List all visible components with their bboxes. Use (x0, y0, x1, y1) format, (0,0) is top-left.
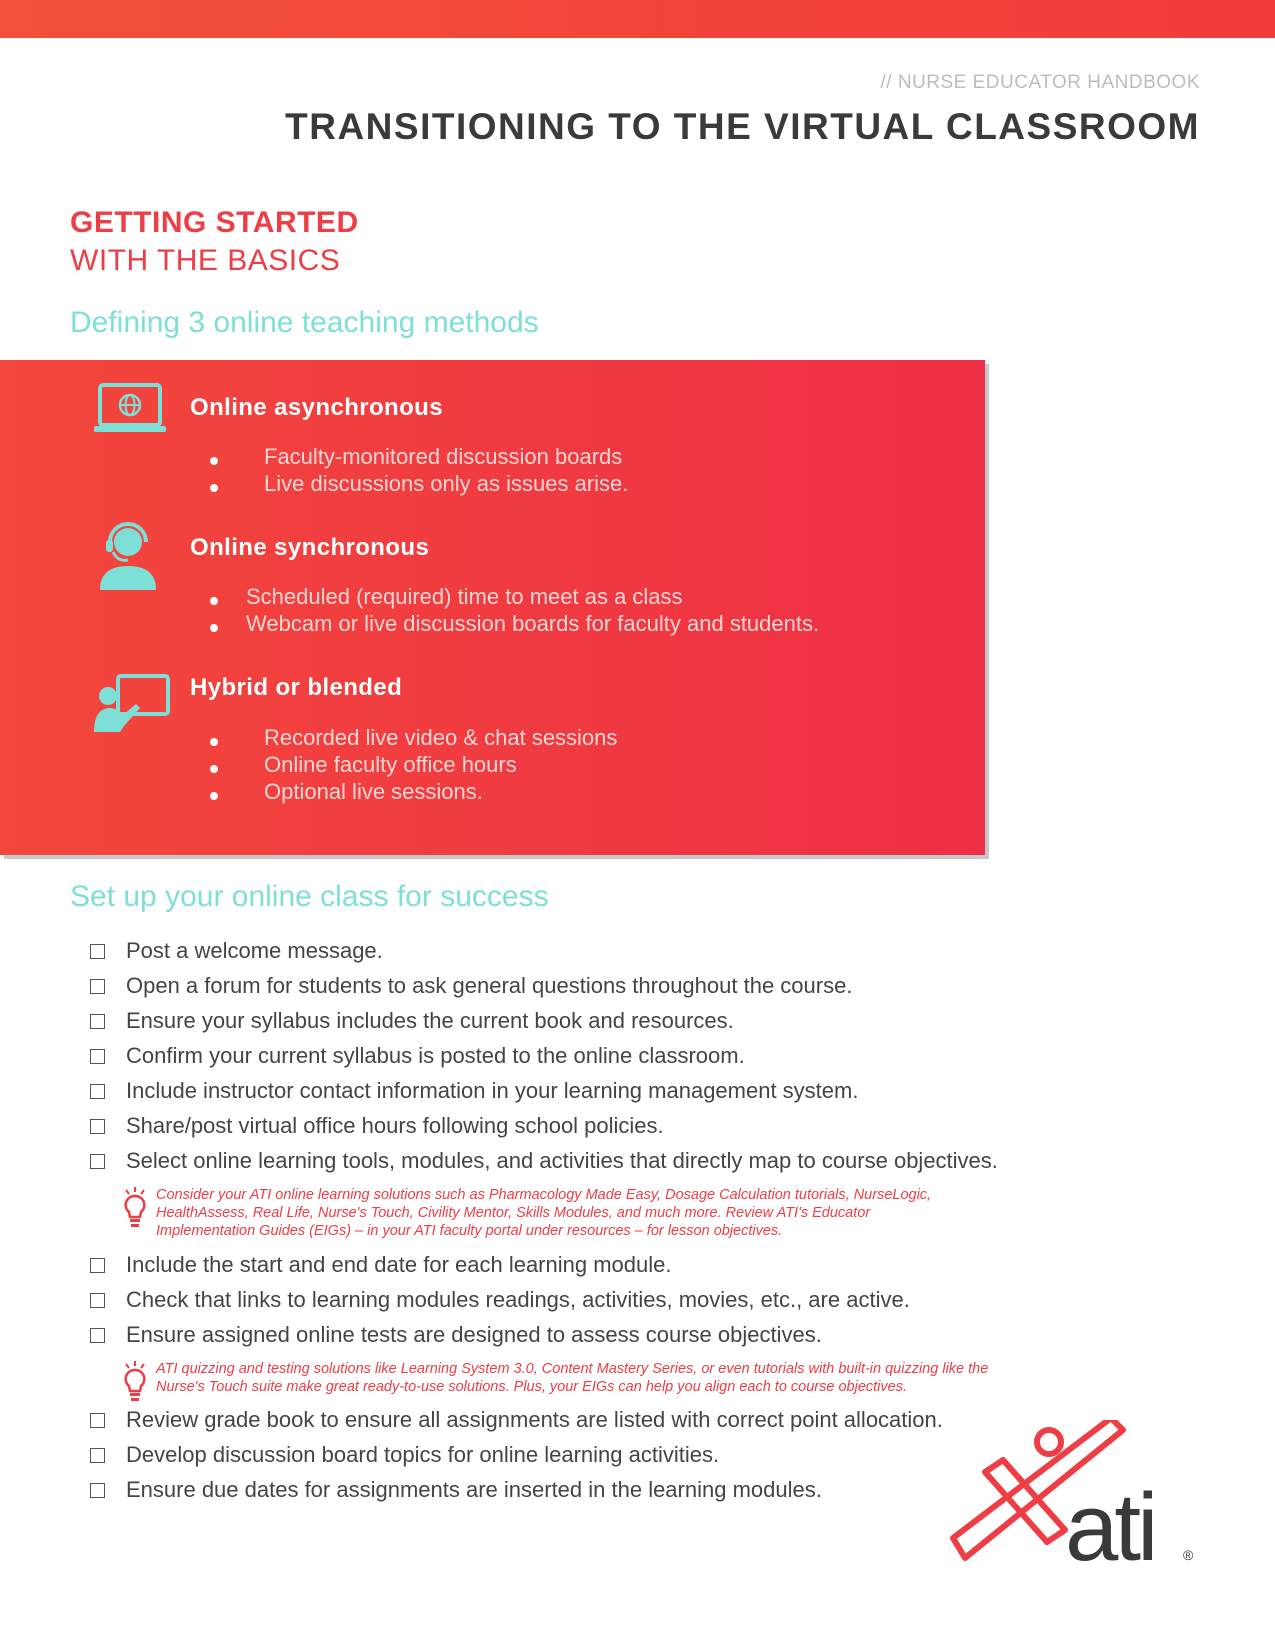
checkbox[interactable] (90, 1448, 105, 1463)
page-title: TRANSITIONING TO THE VIRTUAL CLASSROOM (285, 106, 1200, 147)
checkbox[interactable] (90, 1049, 105, 1064)
method-bullet: Recorded live video & chat sessions (264, 725, 618, 750)
method-bullet: Scheduled (required) time to meet as a class (246, 584, 683, 609)
checklist-item-label: Select online learning tools, modules, and activities that directly map to course objectives. (126, 1148, 998, 1173)
teaching-methods-panel (0, 360, 985, 855)
ati-logo-text: ati (1065, 1474, 1155, 1570)
tip-line: Implementation Guides (EIGs) – in your ATI faculty portal under resources – for lesson objectives. (156, 1223, 783, 1239)
bullet-dot (210, 457, 218, 465)
lightbulb-icon (122, 1360, 148, 1409)
bullet-dot (210, 597, 218, 605)
checklist-item-label: Open a forum for students to ask general questions throughout the course. (126, 973, 853, 998)
checklist-item-label: Post a welcome message. (126, 938, 383, 963)
checkbox[interactable] (90, 944, 105, 959)
tip-line: HealthAssess, Real Life, Nurse's Touch, Civility Mentor, Skills Modules, and much more. Review ATI's Educator (156, 1205, 871, 1221)
section-heading-light: WITH THE BASICS (70, 244, 341, 277)
checklist-item-label: Include the start and end date for each learning module. (126, 1252, 672, 1277)
checkbox[interactable] (90, 1328, 105, 1343)
series-label: // NURSE EDUCATOR HANDBOOK (880, 72, 1200, 93)
methods-heading: Defining 3 online teaching methods (70, 306, 539, 339)
checklist-item-label: Review grade book to ensure all assignments are listed with correct point allocation. (126, 1407, 943, 1432)
bullet-dot (210, 624, 218, 632)
method-bullet: Faculty-monitored discussion boards (264, 444, 623, 469)
checkbox[interactable] (90, 1483, 105, 1498)
checkbox[interactable] (90, 979, 105, 994)
checkbox[interactable] (90, 1014, 105, 1029)
checkbox[interactable] (90, 1293, 105, 1308)
bullet-dot (210, 765, 218, 773)
top-accent-bar (0, 0, 1275, 38)
method-bullet: Webcam or live discussion boards for faculty and students. (246, 611, 820, 636)
presenter-screen-icon (92, 672, 172, 739)
method-bullet: Online faculty office hours (264, 752, 517, 777)
checklist-item-label: Ensure your syllabus includes the current book and resources. (126, 1008, 734, 1033)
tip-text (156, 1360, 1156, 1396)
method-title-asynchronous: Online asynchronous (190, 394, 443, 421)
checkbox[interactable] (90, 1154, 105, 1169)
tip-line: Nurse's Touch suite make great ready-to-use solutions. Plus, your EIGs can help you align each to course objectives. (156, 1379, 907, 1395)
bullet-dot (210, 484, 218, 492)
method-bullet: Optional live sessions. (264, 779, 483, 804)
method-bullet: Live discussions only as issues arise. (264, 471, 629, 496)
checkbox[interactable] (90, 1413, 105, 1428)
tip-line: Consider your ATI online learning solutions such as Pharmacology Made Easy, Dosage Calculation tutorials, NurseLogic, (156, 1187, 932, 1203)
checklist-item-label: Check that links to learning modules readings, activities, movies, etc., are active. (126, 1287, 910, 1312)
ati-logo (945, 1420, 1205, 1575)
tip-text (156, 1186, 1156, 1240)
checklist-item-label: Confirm your current syllabus is posted to the online classroom. (126, 1043, 745, 1068)
checklist-item-label: Ensure due dates for assignments are inserted in the learning modules. (126, 1477, 822, 1502)
checkbox[interactable] (90, 1258, 105, 1273)
tip-line: ATI quizzing and testing solutions like Learning System 3.0, Content Mastery Series, or even tutorials with built-in quizzing like the (156, 1361, 989, 1377)
checklist-item-label: Share/post virtual office hours following school policies. (126, 1113, 664, 1138)
checklist-item-label: Develop discussion board topics for online learning activities. (126, 1442, 720, 1467)
bullet-dot (210, 792, 218, 800)
checklist-heading: Set up your online class for success (70, 880, 549, 913)
bullet-dot (210, 738, 218, 746)
section-heading-strong: GETTING STARTED (70, 206, 359, 239)
lightbulb-icon (122, 1186, 148, 1235)
method-title-synchronous: Online synchronous (190, 534, 430, 561)
headset-person-icon (96, 520, 160, 597)
checkbox[interactable] (90, 1084, 105, 1099)
method-title-hybrid: Hybrid or blended (190, 674, 403, 701)
registered-mark: ® (1183, 1547, 1194, 1563)
laptop-globe-icon (92, 382, 168, 441)
checklist-item-label: Include instructor contact information in your learning management system. (126, 1078, 859, 1103)
checklist-item-label: Ensure assigned online tests are designed to assess course objectives. (126, 1322, 822, 1347)
checkbox[interactable] (90, 1119, 105, 1134)
